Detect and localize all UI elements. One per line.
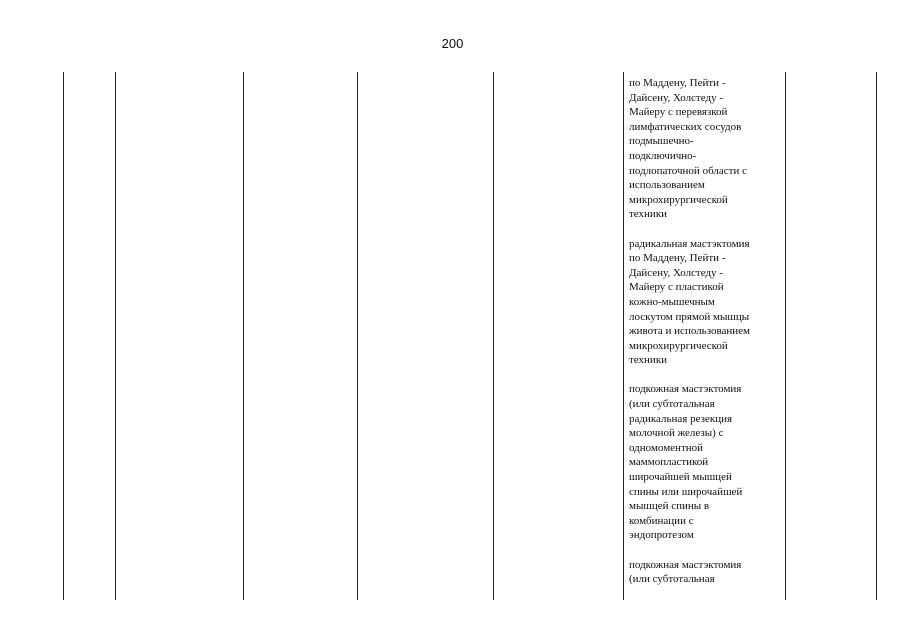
column-divider (493, 72, 494, 600)
treatment-method-column (629, 76, 781, 601)
column-divider (243, 72, 244, 600)
column-divider (785, 72, 786, 600)
column-divider (623, 72, 624, 600)
table-cell-entry: радикальная мастэктомия по Маддену, Пейти - Дайсену, Холстеду - Майеру с пластикой кожно-мышечным лоскутом прямой мышцы живота и использованием микрохирургической техники (629, 237, 751, 367)
page-number: 200 (441, 36, 464, 51)
column-divider (357, 72, 358, 600)
table-cell-entry: подкожная мастэктомия (или субтотальная радикальная резекция молочной железы) с одномоментной маммопластикой широчайшей мышцей спины или широчайшей мышцей спины в комбинации с эндопротезом (629, 383, 743, 542)
column-divider (115, 72, 116, 600)
column-divider (876, 72, 877, 600)
table-cell-entry: подкожная мастэктомия (или субтотальная (629, 558, 742, 586)
column-divider (63, 72, 64, 600)
table-cell-entry: по Маддену, Пейти - Дайсену, Холстеду - Майеру с перевязкой лимфатических сосудов подмышечно- подключично- подлопаточной области с использованием микрохирургической техники (629, 77, 747, 221)
